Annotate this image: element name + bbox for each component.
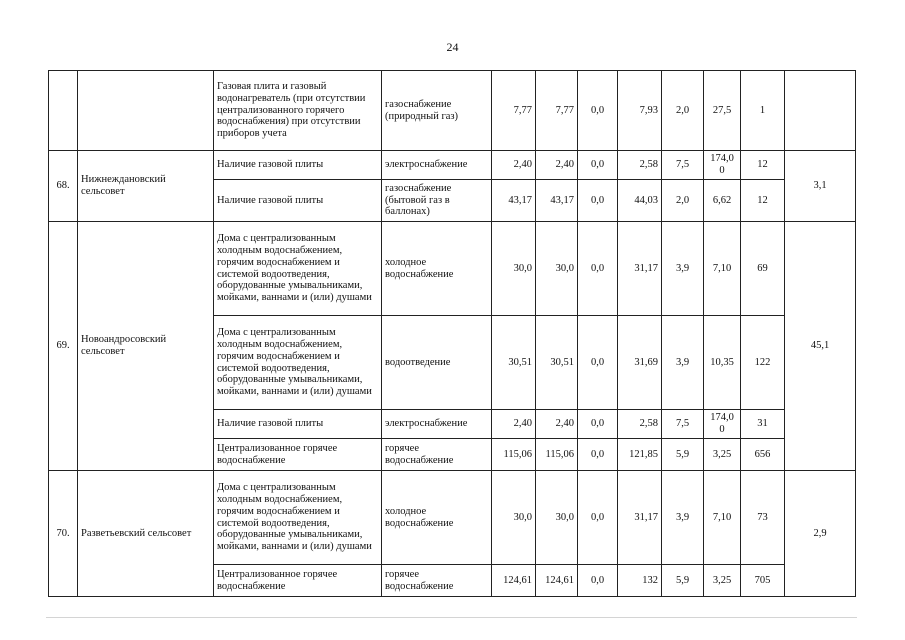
settlement-name-cell xyxy=(78,71,214,151)
value-cell: 174,0 0 xyxy=(704,410,741,439)
value-cell: 124,61 xyxy=(492,565,536,597)
service-cell: газоснабжение (бытовой газ в баллонах) xyxy=(382,180,492,222)
total-cell: 3,1 xyxy=(785,151,856,222)
value-cell: 3,9 xyxy=(662,222,704,316)
value-cell: 3,9 xyxy=(662,471,704,565)
row-number-cell: 68. xyxy=(49,151,78,222)
value-cell: 2,58 xyxy=(618,410,662,439)
value-cell: 0,0 xyxy=(578,71,618,151)
description-cell: Централизованное горячее водоснабжение xyxy=(214,439,382,471)
description-cell: Централизованное горячее водоснабжение xyxy=(214,565,382,597)
value-cell: 31,17 xyxy=(618,222,662,316)
value-cell: 30,0 xyxy=(536,222,578,316)
row-number-cell: 69. xyxy=(49,222,78,471)
value-cell: 2,40 xyxy=(492,410,536,439)
value-cell: 5,9 xyxy=(662,565,704,597)
value-cell: 7,10 xyxy=(704,471,741,565)
value-cell: 705 xyxy=(741,565,785,597)
value-cell: 7,5 xyxy=(662,151,704,180)
service-cell: электроснабжение xyxy=(382,410,492,439)
value-cell: 0,0 xyxy=(578,565,618,597)
value-cell: 7,93 xyxy=(618,71,662,151)
table-row xyxy=(49,471,856,565)
table-row xyxy=(49,222,856,316)
service-cell: электроснабжение xyxy=(382,151,492,180)
description-cell: Газовая плита и газовый водонагреватель (при отсутствии централизованного горячего водоснабжения) при отсутствии приборов учета xyxy=(214,71,382,151)
value-cell: 115,06 xyxy=(492,439,536,471)
value-cell: 2,40 xyxy=(536,151,578,180)
total-cell xyxy=(785,71,856,151)
settlement-name-cell: Разветьевский сельсовет xyxy=(78,471,214,597)
service-cell: водоотведение xyxy=(382,316,492,410)
value-cell: 2,40 xyxy=(536,410,578,439)
value-cell: 31,69 xyxy=(618,316,662,410)
description-cell: Наличие газовой плиты xyxy=(214,410,382,439)
value-cell: 30,51 xyxy=(536,316,578,410)
value-cell: 30,0 xyxy=(536,471,578,565)
settlement-name-cell: Нижнеждановский сельсовет xyxy=(78,151,214,222)
page-number: 24 xyxy=(446,40,459,54)
value-cell: 0,0 xyxy=(578,222,618,316)
value-cell: 122 xyxy=(741,316,785,410)
row-number-cell xyxy=(49,71,78,151)
table-row xyxy=(49,151,856,180)
value-cell: 0,0 xyxy=(578,471,618,565)
value-cell: 124,61 xyxy=(536,565,578,597)
value-cell: 44,03 xyxy=(618,180,662,222)
table-row xyxy=(49,71,856,151)
service-cell: холодное водоснабжение xyxy=(382,471,492,565)
value-cell: 0,0 xyxy=(578,439,618,471)
value-cell: 1 xyxy=(741,71,785,151)
tariff-table xyxy=(48,70,856,597)
service-cell: горячее водоснабжение xyxy=(382,439,492,471)
value-cell: 2,0 xyxy=(662,71,704,151)
value-cell: 7,77 xyxy=(536,71,578,151)
total-cell: 2,9 xyxy=(785,471,856,597)
value-cell: 2,58 xyxy=(618,151,662,180)
value-cell: 27,5 xyxy=(704,71,741,151)
description-cell: Наличие газовой плиты xyxy=(214,151,382,180)
value-cell: 12 xyxy=(741,180,785,222)
value-cell: 3,25 xyxy=(704,439,741,471)
value-cell: 73 xyxy=(741,471,785,565)
value-cell: 43,17 xyxy=(492,180,536,222)
value-cell: 6,62 xyxy=(704,180,741,222)
value-cell: 0,0 xyxy=(578,151,618,180)
value-cell: 31 xyxy=(741,410,785,439)
value-cell: 115,06 xyxy=(536,439,578,471)
value-cell: 10,35 xyxy=(704,316,741,410)
value-cell: 3,9 xyxy=(662,316,704,410)
value-cell: 31,17 xyxy=(618,471,662,565)
value-cell: 0,0 xyxy=(578,180,618,222)
value-cell: 7,77 xyxy=(492,71,536,151)
value-cell: 0,0 xyxy=(578,316,618,410)
service-cell: газоснабжение (природный газ) xyxy=(382,71,492,151)
value-cell: 7,10 xyxy=(704,222,741,316)
value-cell: 656 xyxy=(741,439,785,471)
value-cell: 132 xyxy=(618,565,662,597)
description-cell: Наличие газовой плиты xyxy=(214,180,382,222)
value-cell: 69 xyxy=(741,222,785,316)
value-cell: 7,5 xyxy=(662,410,704,439)
settlement-name-cell: Новоандросовский сельсовет xyxy=(78,222,214,471)
value-cell: 30,0 xyxy=(492,222,536,316)
description-cell: Дома с централизованным холодным водоснабжением, горячим водоснабжением и системой водоотведения, оборудованные умывальниками, мойками, ваннами и (или) душами xyxy=(214,471,382,565)
value-cell: 174,0 0 xyxy=(704,151,741,180)
description-cell: Дома с централизованным холодным водоснабжением, горячим водоснабжением и системой водоотведения, оборудованные умывальниками, мойками, ваннами и (или) душами xyxy=(214,222,382,316)
value-cell: 12 xyxy=(741,151,785,180)
value-cell: 5,9 xyxy=(662,439,704,471)
value-cell: 30,0 xyxy=(492,471,536,565)
row-number-cell: 70. xyxy=(49,471,78,597)
value-cell: 3,25 xyxy=(704,565,741,597)
value-cell: 30,51 xyxy=(492,316,536,410)
value-cell: 2,40 xyxy=(492,151,536,180)
description-cell: Дома с централизованным холодным водоснабжением, горячим водоснабжением и системой водоотведения, оборудованные умывальниками, мойками, ваннами и (или) душами xyxy=(214,316,382,410)
value-cell: 2,0 xyxy=(662,180,704,222)
total-cell: 45,1 xyxy=(785,222,856,471)
service-cell: горячее водоснабжение xyxy=(382,565,492,597)
page-bottom-rule xyxy=(46,617,857,618)
value-cell: 43,17 xyxy=(536,180,578,222)
value-cell: 121,85 xyxy=(618,439,662,471)
service-cell: холодное водоснабжение xyxy=(382,222,492,316)
value-cell: 0,0 xyxy=(578,410,618,439)
